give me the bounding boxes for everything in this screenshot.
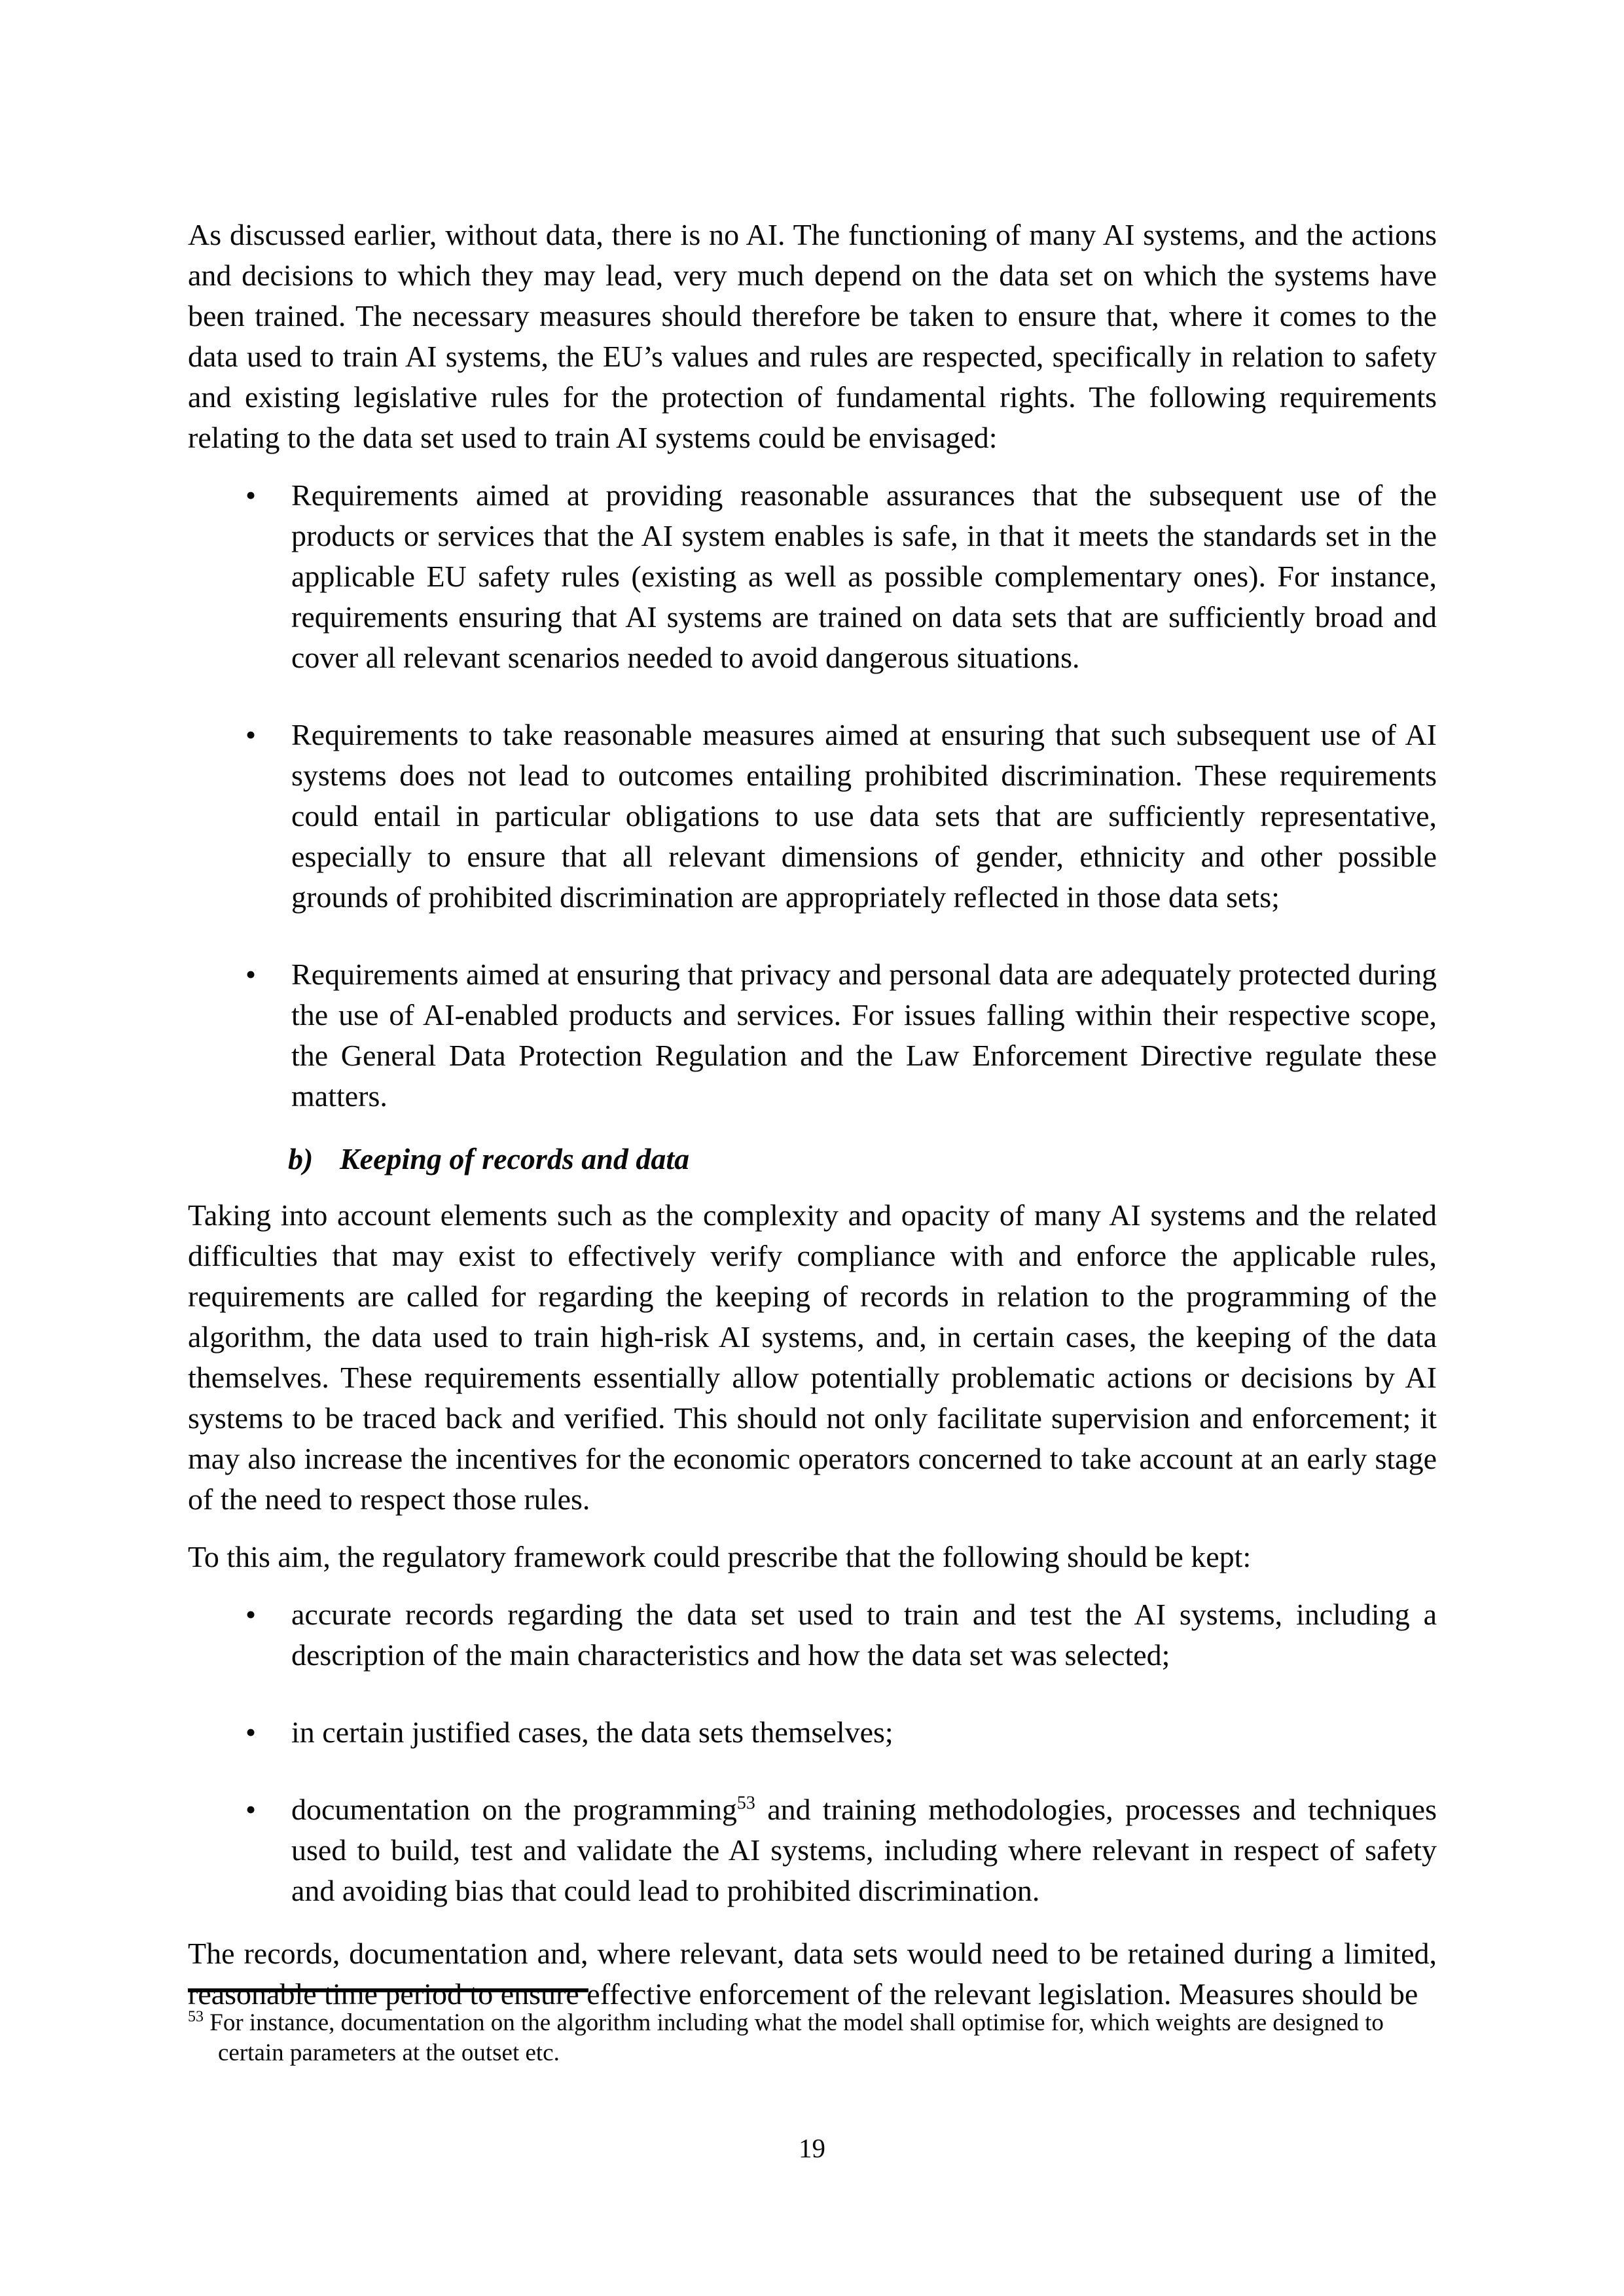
bullet-list-records bbox=[188, 1594, 1437, 1911]
list-item bbox=[188, 475, 1437, 678]
footnote-separator-rule bbox=[188, 1988, 588, 1992]
bullet-icon: • bbox=[245, 958, 257, 991]
footnote-area bbox=[188, 1988, 1437, 2069]
footnote-reference: 53 bbox=[736, 1793, 755, 1814]
list-item bbox=[188, 715, 1437, 918]
list-item-text: accurate records regarding the data set used to train and test the AI systems, including a description of the main characteristics and how the data set was selected; bbox=[291, 1598, 1437, 1672]
bullet-icon: • bbox=[245, 1598, 257, 1631]
bullet-list-requirements bbox=[188, 475, 1437, 1117]
list-item bbox=[188, 1789, 1437, 1911]
section-heading-keeping-of-records bbox=[288, 1139, 1437, 1179]
list-item-text: Requirements aimed at providing reasonable assurances that the subsequent use of the products or services that the AI system enables is safe, in that it meets the standards set in the applicable EU safety rules (existing as well as possible complementary ones). For instance, requirements ensuring that AI systems are trained on data sets that are sufficiently broad and cover all relevant scenarios needed to avoid dangerous situations. bbox=[291, 478, 1437, 674]
bullet-icon: • bbox=[245, 1793, 257, 1826]
list-item-text: and training methodologies, processes and techniques used to build, test and validate the AI systems, including where relevant in respect of safety and avoiding bias that could lead to prohibited discrimination. bbox=[291, 1793, 1437, 1907]
page-number: 19 bbox=[799, 2133, 825, 2163]
list-item-text: in certain justified cases, the data sets themselves; bbox=[291, 1715, 893, 1749]
page-content bbox=[188, 215, 1437, 2032]
paragraph-intro: As discussed earlier, without data, there is no AI. The functioning of many AI systems, and the actions and decisions to which they may lead, very much depend on the data set on which the systems have been trained. The necessary measures should therefore be taken to ensure that, where it comes to the data used to train AI systems, the EU’s values and rules are respected, specifically in relation to safety and existing legislative rules for the protection of fundamental rights. The following requirements relating to the data set used to train AI systems could be envisaged: bbox=[188, 218, 1437, 454]
paragraph-records-rationale: Taking into account elements such as the complexity and opacity of many AI systems and the related difficulties that may exist to effectively verify compliance with and enforce the applicable rules, requirements are called for regarding the keeping of records in relation to the programming of the algorithm, the data used to train high-risk AI systems, and, in certain cases, the keeping of the data themselves. These requirements essentially allow potentially problematic actions or decisions by AI systems to be traced back and verified. This should not only facilitate supervision and enforcement; it may also increase the incentives for the economic operators concerned to take account at an early stage of the need to respect those rules. bbox=[188, 1198, 1437, 1516]
bullet-icon: • bbox=[245, 718, 257, 751]
footnote-text: For instance, documentation on the algorithm including what the model shall optimise for, which weights are designed to certain parameters at the outset etc. bbox=[209, 2009, 1384, 2067]
section-heading-title: Keeping of records and data bbox=[340, 1142, 690, 1175]
paragraph-retention: The records, documentation and, where relevant, data sets would need to be retained during a limited, reasonable time period to ensure effective enforcement of the relevant legislation. Measures should be bbox=[188, 1937, 1437, 2011]
bullet-icon: • bbox=[245, 1715, 257, 1749]
footnote-marker: 53 bbox=[188, 2008, 204, 2026]
paragraph-framework-lead-in: To this aim, the regulatory framework could prescribe that the following should be kept: bbox=[188, 1540, 1252, 1573]
list-item-text: Requirements aimed at ensuring that privacy and personal data are adequately protected during the use of AI-enabled products and services. For issues falling within their respective scope, the General Data Protection Regulation and the Law Enforcement Directive regulate these matters. bbox=[291, 958, 1437, 1113]
footnote bbox=[188, 2008, 1437, 2069]
section-heading-label: b) bbox=[288, 1142, 314, 1175]
bullet-icon: • bbox=[245, 478, 257, 512]
list-item bbox=[188, 954, 1437, 1117]
list-item bbox=[188, 1712, 1437, 1753]
list-item bbox=[188, 1594, 1437, 1676]
list-item-text: documentation on the programming bbox=[291, 1793, 737, 1826]
list-item-text: Requirements to take reasonable measures aimed at ensuring that such subsequent use of AI systems does not lead to outcomes entailing prohibited discrimination. These requirements could entail in particular obligations to use data sets that are sufficiently representative, especially to ensure that all relevant dimensions of gender, ethnicity and other possible grounds of prohibited discrimination are appropriately reflected in those data sets; bbox=[291, 718, 1437, 914]
